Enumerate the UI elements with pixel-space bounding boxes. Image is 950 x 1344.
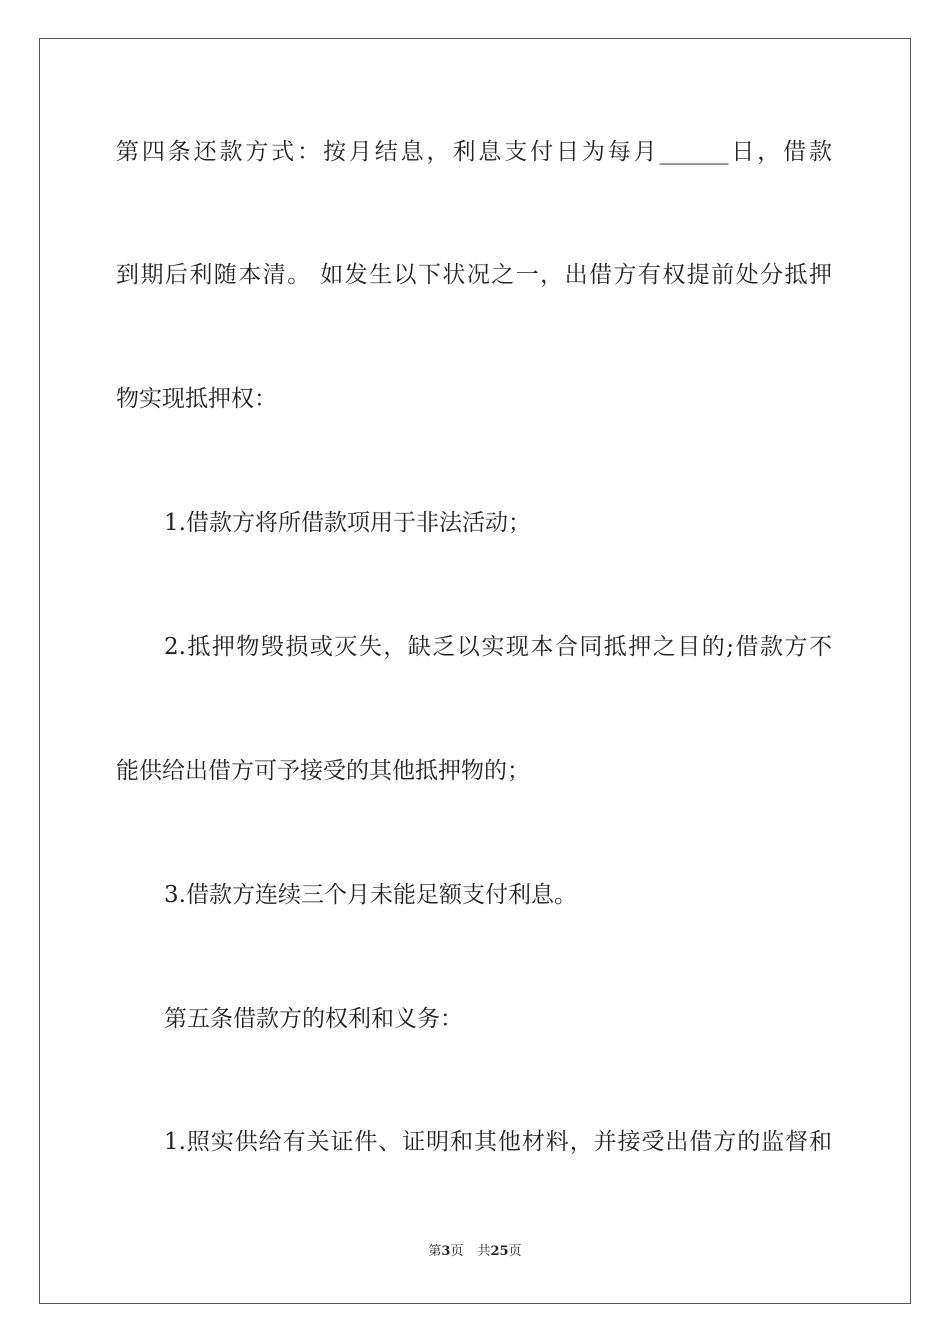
page-border xyxy=(39,38,911,1304)
section-heading: 第五条借款方的权利和义务： xyxy=(164,1006,463,1032)
list-item-2-continued: 能供给出借方可予接受的其他抵押物的； xyxy=(116,758,530,784)
footer-total-prefix: 共 xyxy=(477,1244,491,1259)
paragraph-line-2: 到期后利随本清。 如发生以下状况之一，出借方有权提前处分抵押 xyxy=(116,262,832,288)
list-item-3: 3.借款方连续三个月未能足额支付利息。 xyxy=(164,882,577,908)
paragraph-line-1: 第四条还款方式：按月结息，利息支付日为每月______日，借款 xyxy=(116,139,832,165)
list-item-2: 2.抵押物毁损或灭失，缺乏以实现本合同抵押之目的;借款方不 xyxy=(164,634,832,660)
footer-page-prefix: 第 xyxy=(428,1244,442,1259)
paragraph-line-3: 物实现抵押权： xyxy=(116,386,277,412)
list-item-1: 1.借款方将所借款项用于非法活动； xyxy=(164,510,531,536)
footer-page-total: 25 xyxy=(490,1244,509,1259)
page-footer xyxy=(0,1242,950,1262)
footer-total-suffix: 页 xyxy=(508,1244,522,1259)
footer-page-suffix: 页 xyxy=(450,1244,464,1259)
section-item-1: 1.照实供给有关证件、证明和其他材料，并接受出借方的监督和 xyxy=(164,1129,832,1155)
footer-page-current: 3 xyxy=(441,1244,451,1259)
